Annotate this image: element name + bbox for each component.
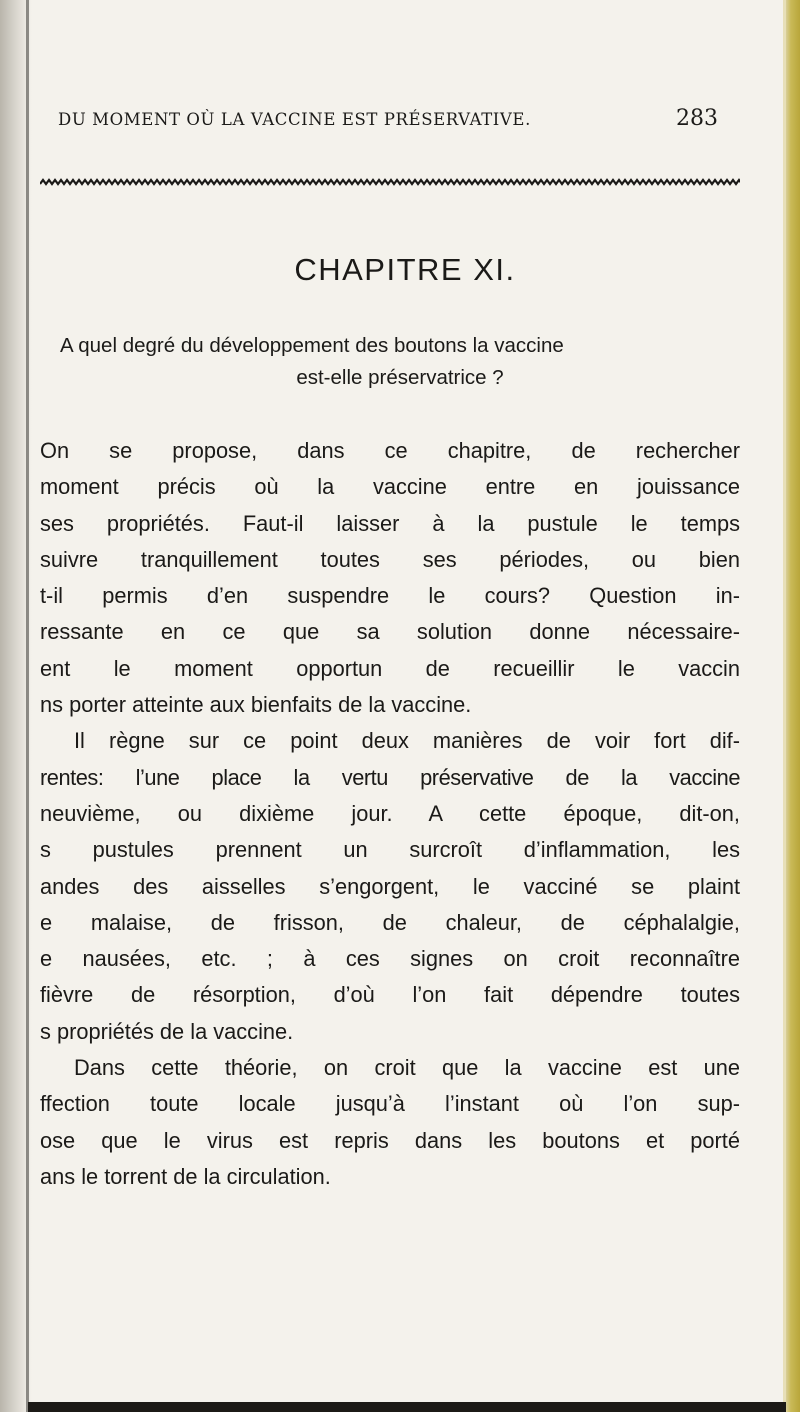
running-head-title: DU MOMENT OÙ LA VACCINE EST PRÉSERVATIVE. bbox=[58, 110, 531, 129]
text-line: e malaise, de frisson, de chaleur, de céphalalgie, bbox=[40, 909, 740, 935]
chapter-subtitle-line-2: est-elle préservatrice ? bbox=[296, 366, 504, 389]
text-line: neuvième, ou dixième jour. A cette époque, dit-on, bbox=[40, 800, 740, 826]
text-line: t-il permis d’en suspendre le cours? Question in- bbox=[40, 583, 740, 609]
body-text bbox=[40, 433, 740, 1195]
text-line: Il règne sur ce point deux manières de voir fort dif- bbox=[74, 728, 740, 754]
ornamental-rule bbox=[40, 178, 740, 186]
text-line: ressante en ce que sa solution donne nécessaire- bbox=[40, 619, 740, 645]
text-line: ent le moment opportun de recueillir le vaccin bbox=[40, 655, 740, 681]
gilt-edge bbox=[786, 0, 800, 1412]
text-line: fièvre de résorption, d’où l’on fait dépendre toutes bbox=[40, 982, 740, 1008]
page-number: 283 bbox=[676, 106, 718, 131]
gutter-edge-line bbox=[26, 0, 29, 1412]
text-line: s propriétés de la vaccine. bbox=[40, 1018, 294, 1044]
text-line: ans le torrent de la circulation. bbox=[40, 1163, 331, 1189]
text-line: ns porter atteinte aux bienfaits de la vaccine. bbox=[40, 692, 472, 718]
chapter-subtitle bbox=[40, 330, 760, 394]
text-line: andes des aisselles s’engorgent, le vacciné se plaint bbox=[40, 873, 740, 899]
text-line: moment précis où la vaccine entre en jouissance bbox=[40, 474, 740, 500]
bottom-edge-shadow bbox=[28, 1402, 786, 1412]
running-head bbox=[58, 106, 718, 131]
text-line: ffection toute locale jusqu’à l’instant où l’on sup- bbox=[40, 1091, 740, 1117]
text-line: ose que le virus est repris dans les boutons et porté bbox=[40, 1127, 740, 1153]
chapter-heading: CHAPITRE XI. bbox=[294, 252, 516, 287]
text-line: ses propriétés. Faut-il laisser à la pustule le temps bbox=[40, 510, 740, 536]
text-line: suivre tranquillement toutes ses périodes, ou bien bbox=[40, 546, 740, 572]
text-line: e nausées, etc. ; à ces signes on croit reconnaître bbox=[40, 946, 740, 972]
text-line: s pustules prennent un surcroît d’inflammation, les bbox=[40, 837, 740, 863]
text-line: On se propose, dans ce chapitre, de rechercher bbox=[40, 438, 740, 463]
text-line: rentes: l’une place la vertu préservative de la vaccine bbox=[40, 764, 740, 790]
chapter-subtitle-line-1: A quel degré du développement des boutons la vaccine bbox=[60, 334, 564, 357]
text-line: Dans cette théorie, on croit que la vaccine est une bbox=[74, 1055, 740, 1081]
